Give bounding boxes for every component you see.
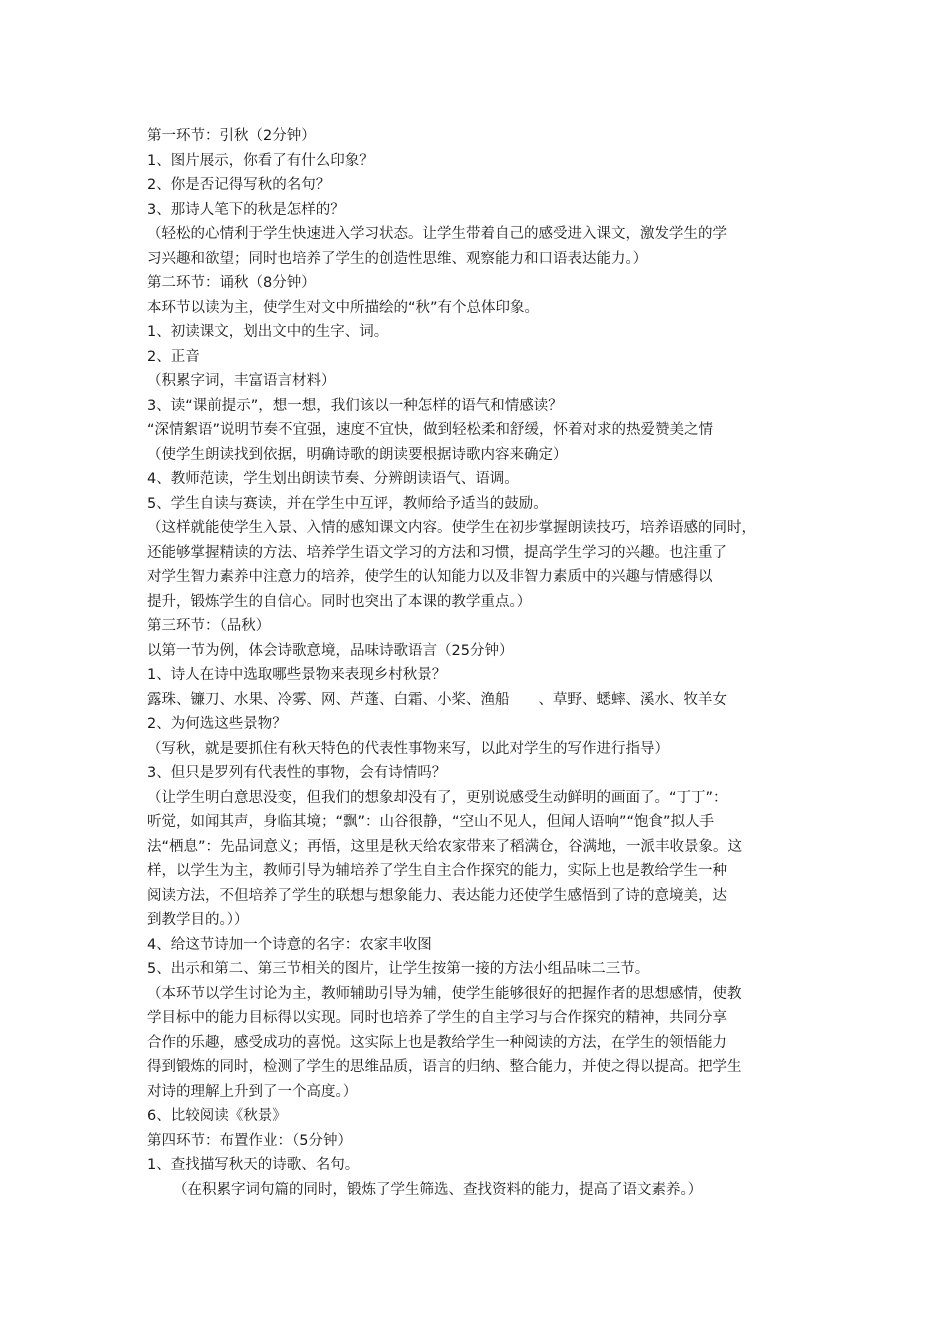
text-line: （这样就能使学生入景、入情的感知课文内容。使学生在初步掌握朗读技巧，培养语感的同时， <box>147 520 756 536</box>
text-line: （在积累字词句篇的同时，锻炼了学生筛选、查找资料的能力，提高了语文素养。） <box>173 1181 703 1198</box>
text-line: 3、读“课前提示”，想一想，我们该以一种怎样的语气和情感读？ <box>147 397 563 414</box>
text-line: 对诗的理解上升到了一个高度。） <box>147 1083 358 1100</box>
document-body <box>147 124 827 1202</box>
text-line: （让学生明白意思没变，但我们的想象却没有了，更别说感受生动鲜明的画面了。“丁丁”： <box>147 789 728 806</box>
text-line: 2、正音 <box>147 348 200 365</box>
text-line: 到教学目的。）） <box>147 912 249 928</box>
text-line: 本环节以读为主，使学生对文中所描绘的“秋”有个总体印象。 <box>147 299 540 316</box>
text-line: （本环节以学生讨论为主，教师辅助引导为辅，使学生能够很好的把握作者的思想感情，使教 <box>147 985 742 1002</box>
text-line: 1、诗人在诗中选取哪些景物来表现乡村秋景？ <box>147 667 447 683</box>
text-line: 2、你是否记得写秋的名句？ <box>147 177 331 193</box>
text-line: 对学生智力素养中注意力的培养，使学生的认知能力以及非智力素质中的兴趣与情感得以 <box>147 569 713 585</box>
section-heading: 第二环节：诵秋（8分钟） <box>147 275 316 291</box>
text-line: 5、学生自读与赛读，并在学生中互评，教师给予适当的鼓励。 <box>147 495 548 512</box>
section-heading: 第一环节：引秋（2分钟） <box>147 128 316 144</box>
text-line: 阅读方法，不但培养了学生的联想与想象能力、表达能力还使学生感悟到了诗的意境美，达 <box>147 887 727 904</box>
text-line: （写秋，就是要抓住有秋天特色的代表性事物来写，以此对学生的写作进行指导） <box>147 740 669 757</box>
text-line: 样，以学生为主，教师引导为辅培养了学生自主合作探究的能力，实际上也是教给学生一种 <box>147 863 727 879</box>
text-line: 1、图片展示，你看了有什么印象？ <box>147 152 374 169</box>
text-line: 提升，锻炼学生的自信心。同时也突出了本课的教学重点。） <box>147 593 532 610</box>
text-line: 1、查找描写秋天的诗歌、名句。 <box>147 1157 360 1173</box>
text-line: 露珠、镰刀、水果、冷雾、网、芦蓬、白霜、小桨、渔船 、草野、蟋蟀、溪水、牧羊女 <box>147 691 727 708</box>
text-line: 听觉，如闻其声，身临其境；“飘”：山谷很静，“空山不见人，但闻人语响”“饱食”拟人手 <box>147 814 715 830</box>
text-line: 合作的乐趣，感受成功的喜悦。这实际上也是教给学生一种阅读的方法，在学生的领悟能力 <box>147 1034 727 1051</box>
text-line: 4、教师范读，学生划出朗读节奏、分辨朗读语气、语调。 <box>147 471 519 487</box>
text-line: 学目标中的能力目标得以实现。同时也培养了学生的自主学习与合作探究的精神，共同分享 <box>147 1010 727 1026</box>
text-line: 得到锻炼的同时，检测了学生的思维品质，语言的归纳、整合能力，并使之得以提高。把学生 <box>147 1059 742 1075</box>
text-line: 法“栖息”：先品词意义；再悟，这里是秋天给农家带来了稻满仓，谷满地，一派丰收景象。这 <box>147 838 743 855</box>
text-line: 3、但只是罗列有代表性的事物，会有诗情吗？ <box>147 765 447 781</box>
section-heading: 第三环节：（品秋） <box>147 618 271 634</box>
text-line: 5、出示和第二、第三节相关的图片，让学生按第一接的方法小组品味二三节。 <box>147 961 650 977</box>
text-line: （轻松的心情利于学生快速进入学习状态。让学生带着自己的感受进入课文，激发学生的学 <box>147 226 727 242</box>
text-line: “深情絮语”说明节奏不宜强，速度不宜快，做到轻松柔和舒缓，怀着对求的热爱赞美之情 <box>147 422 714 438</box>
text-line: 还能够掌握精读的方法、培养学生语文学习的方法和习惯，提高学生学习的兴趣。也注重了 <box>147 544 727 561</box>
section-heading: 第四环节：布置作业：（5分钟） <box>147 1132 352 1149</box>
text-line: 1、初读课文，划出文中的生字、词。 <box>147 324 389 340</box>
text-line: 2、为何选这些景物？ <box>147 716 287 732</box>
text-line: （使学生朗读找到依据，明确诗歌的朗读要根据诗歌内容来确定） <box>147 446 568 463</box>
text-line: 6、比较阅读《秋景》 <box>147 1108 287 1124</box>
text-line: 3、那诗人笔下的秋是怎样的？ <box>147 201 345 218</box>
text-line: （积累字词，丰富语言材料） <box>147 373 336 389</box>
text-line: 4、给这节诗加一个诗意的名字：农家丰收图 <box>147 936 432 953</box>
text-line: 以第一节为例，体会诗歌意境，品味诗歌语言（25分钟） <box>147 642 514 659</box>
text-line: 习兴趣和欲望；同时也培养了学生的创造性思维、观察能力和口语表达能力。） <box>147 250 648 267</box>
